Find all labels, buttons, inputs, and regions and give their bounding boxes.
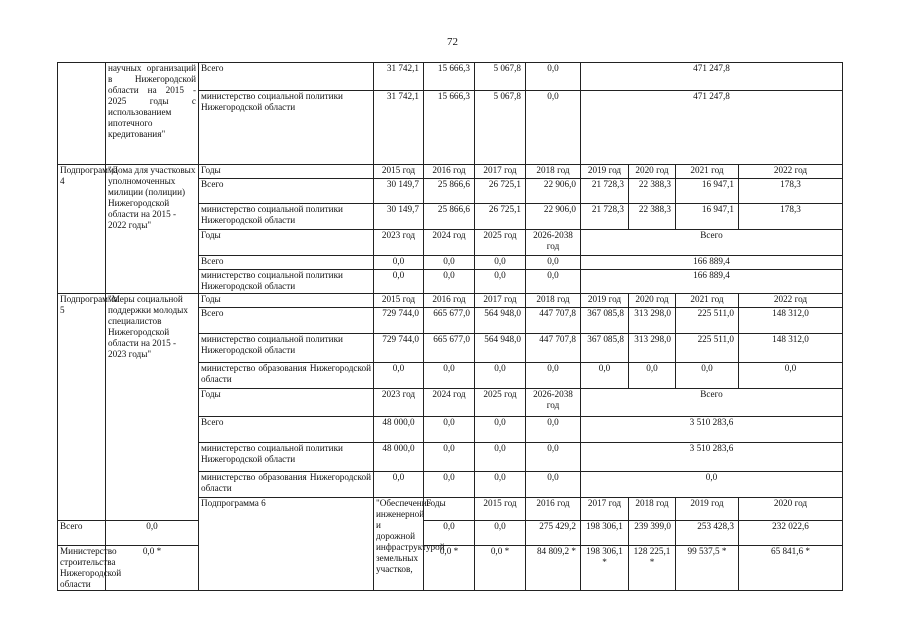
value-cell: 0,0	[424, 256, 475, 270]
total-cell: 3 510 283,6	[581, 417, 843, 443]
table-row	[58, 165, 843, 179]
year-cell: 2015 год	[374, 165, 424, 179]
year-cell: 2017 год	[581, 498, 629, 521]
value-cell: 48 000,0	[374, 443, 424, 472]
value-cell: 15 666,3	[424, 63, 475, 91]
value-cell: 564 948,0	[475, 308, 526, 334]
table-row	[58, 521, 843, 546]
value-cell: 232 022,6	[739, 521, 843, 546]
value-cell: 253 428,3	[676, 521, 739, 546]
value-cell: 30 149,7	[374, 179, 424, 204]
value-cell: 0,0	[475, 256, 526, 270]
row-label: Годы	[424, 498, 475, 521]
total-cell: 166 889,4	[581, 256, 843, 270]
value-cell: 178,3	[739, 204, 843, 230]
budget-table	[57, 62, 843, 591]
year-cell: 2016 год	[424, 165, 475, 179]
year-cell: 2024 год	[424, 389, 475, 417]
value-cell: 239 399,0	[629, 521, 676, 546]
value-cell: 225 511,0	[676, 334, 739, 363]
program-code: Подпрограмма 6	[199, 498, 374, 591]
row-label: министерство социальной политики Нижегородской области	[199, 334, 374, 363]
value-cell: 99 537,5 *	[676, 546, 739, 591]
total-cell: 166 889,4	[581, 270, 843, 294]
value-cell: 0,0 *	[424, 546, 475, 591]
value-cell: 367 085,8	[581, 308, 629, 334]
value-cell: 22 906,0	[526, 179, 581, 204]
year-cell: 2023 год	[374, 230, 424, 256]
value-cell: 0,0	[475, 363, 526, 389]
value-cell: 0,0	[676, 363, 739, 389]
year-cell: 2017 год	[475, 294, 526, 308]
value-cell: 275 429,2	[526, 521, 581, 546]
year-cell: 2021 год	[676, 165, 739, 179]
year-cell: 2018 год	[629, 498, 676, 521]
row-label: Министерство строительства Нижегородской области	[58, 546, 106, 591]
value-cell: 0,0	[526, 443, 581, 472]
year-cell: 2016 год	[424, 294, 475, 308]
value-cell: 0,0	[526, 417, 581, 443]
value-cell: 31 742,1	[374, 91, 424, 165]
year-cell: 2019 год	[581, 165, 629, 179]
value-cell: 0,0	[374, 363, 424, 389]
year-cell: 2020 год	[629, 294, 676, 308]
value-cell: 0,0	[526, 91, 581, 165]
value-cell: 0,0	[374, 270, 424, 294]
value-cell: 367 085,8	[581, 334, 629, 363]
year-cell: 2023 год	[374, 389, 424, 417]
value-cell: 25 866,6	[424, 179, 475, 204]
year-cell: 2019 год	[676, 498, 739, 521]
program-name: научных организаций в Нижегородской области на 2015 - 2025 годы с использованием ипотечного кредитования"	[106, 63, 199, 165]
value-cell: 0,0	[581, 363, 629, 389]
row-label: Годы	[199, 294, 374, 308]
row-label: министерство образования Нижегородской области	[199, 472, 374, 498]
value-cell: 21 728,3	[581, 204, 629, 230]
value-cell: 0,0	[475, 270, 526, 294]
table-row	[58, 294, 843, 308]
total-cell: 0,0	[581, 472, 843, 498]
value-cell: 564 948,0	[475, 334, 526, 363]
value-cell: 128 225,1 *	[629, 546, 676, 591]
value-cell: 665 677,0	[424, 308, 475, 334]
program-name: "Дома для участковых уполномоченных милиции (полиции) Нижегородской области на 2015 - 2022 годы"	[106, 165, 199, 294]
year-cell: 2020 год	[629, 165, 676, 179]
total-cell: 471 247,8	[581, 91, 843, 165]
row-label: Годы	[199, 230, 374, 256]
row-label: Всего	[199, 308, 374, 334]
year-cell: 2018 год	[526, 294, 581, 308]
value-cell: 0,0	[424, 270, 475, 294]
year-cell: 2015 год	[374, 294, 424, 308]
page-number: 72	[447, 36, 458, 48]
value-cell: 0,0	[526, 363, 581, 389]
value-cell: 0,0	[424, 521, 475, 546]
value-cell: 313 298,0	[629, 308, 676, 334]
value-cell: 178,3	[739, 179, 843, 204]
year-cell: 2020 год	[739, 498, 843, 521]
value-cell: 0,0	[526, 256, 581, 270]
value-cell: 22 388,3	[629, 179, 676, 204]
total-cell: 471 247,8	[581, 63, 843, 91]
value-cell: 15 666,3	[424, 91, 475, 165]
total-header: Всего	[581, 230, 843, 256]
value-cell: 0,0	[374, 256, 424, 270]
value-cell: 0,0	[739, 363, 843, 389]
value-cell: 148 312,0	[739, 308, 843, 334]
value-cell: 65 841,6 *	[739, 546, 843, 591]
program-name: "Меры социальной поддержки молодых специалистов Нижегородской области на 2015 - 2023 годы"	[106, 294, 199, 521]
value-cell: 729 744,0	[374, 334, 424, 363]
value-cell: 0,0	[475, 417, 526, 443]
value-cell: 0,0	[475, 521, 526, 546]
value-cell: 5 067,8	[475, 63, 526, 91]
program-name: "Обеспечение инженерной и дорожной инфраструктурой земельных участков,	[374, 498, 424, 591]
value-cell: 5 067,8	[475, 91, 526, 165]
value-cell: 48 000,0	[374, 417, 424, 443]
value-cell: 0,0 *	[475, 546, 526, 591]
row-label: Всего	[199, 417, 374, 443]
program-code: Подпрограмма 5	[58, 294, 106, 521]
value-cell: 0,0	[629, 363, 676, 389]
value-cell: 0,0	[424, 363, 475, 389]
year-cell: 2018 год	[526, 165, 581, 179]
year-cell: 2022 год	[739, 165, 843, 179]
year-cell: 2017 год	[475, 165, 526, 179]
value-cell: 0,0	[106, 521, 199, 546]
year-cell: 2015 год	[475, 498, 526, 521]
value-cell: 30 149,7	[374, 204, 424, 230]
total-cell: 3 510 283,6	[581, 443, 843, 472]
value-cell: 21 728,3	[581, 179, 629, 204]
value-cell: 0,0	[424, 472, 475, 498]
row-label: министерство социальной политики Нижегородской области	[199, 270, 374, 294]
value-cell: 0,0	[475, 472, 526, 498]
value-cell: 0,0	[475, 443, 526, 472]
program-code: Подпрограмма 4	[58, 165, 106, 294]
row-label: министерство социальной политики Нижегородской области	[199, 91, 374, 165]
value-cell: 0,0	[424, 443, 475, 472]
value-cell: 16 947,1	[676, 179, 739, 204]
value-cell: 0,0	[526, 472, 581, 498]
value-cell: 0,0	[526, 270, 581, 294]
year-cell: 2026-2038 год	[526, 389, 581, 417]
value-cell: 31 742,1	[374, 63, 424, 91]
value-cell: 0,0	[424, 417, 475, 443]
year-cell: 2025 год	[475, 230, 526, 256]
value-cell: 84 809,2 *	[526, 546, 581, 591]
year-cell: 2024 год	[424, 230, 475, 256]
value-cell: 22 906,0	[526, 204, 581, 230]
value-cell: 313 298,0	[629, 334, 676, 363]
year-cell: 2021 год	[676, 294, 739, 308]
value-cell: 0,0	[374, 472, 424, 498]
row-label: Всего	[58, 521, 106, 546]
value-cell: 225 511,0	[676, 308, 739, 334]
value-cell: 729 744,0	[374, 308, 424, 334]
year-cell: 2016 год	[526, 498, 581, 521]
table-row	[58, 546, 843, 591]
program-code-cell	[58, 63, 106, 165]
row-label: Всего	[199, 256, 374, 270]
value-cell: 447 707,8	[526, 334, 581, 363]
value-cell: 665 677,0	[424, 334, 475, 363]
row-label: министерство социальной политики Нижегородской области	[199, 204, 374, 230]
value-cell: 0,0	[526, 63, 581, 91]
row-label: министерство социальной политики Нижегородской области	[199, 443, 374, 472]
row-label: Всего	[199, 63, 374, 91]
value-cell: 198 306,1	[581, 521, 629, 546]
value-cell: 447 707,8	[526, 308, 581, 334]
value-cell: 16 947,1	[676, 204, 739, 230]
row-label: министерство образования Нижегородской области	[199, 363, 374, 389]
table-row	[58, 63, 843, 91]
value-cell: 26 725,1	[475, 179, 526, 204]
value-cell: 198 306,1 *	[581, 546, 629, 591]
row-label: Годы	[199, 389, 374, 417]
value-cell: 0,0 *	[106, 546, 199, 591]
value-cell: 148 312,0	[739, 334, 843, 363]
year-cell: 2019 год	[581, 294, 629, 308]
year-cell: 2022 год	[739, 294, 843, 308]
value-cell: 25 866,6	[424, 204, 475, 230]
row-label: Годы	[199, 165, 374, 179]
total-header: Всего	[581, 389, 843, 417]
year-cell: 2025 год	[475, 389, 526, 417]
row-label: Всего	[199, 179, 374, 204]
value-cell: 22 388,3	[629, 204, 676, 230]
value-cell: 26 725,1	[475, 204, 526, 230]
year-cell: 2026-2038 год	[526, 230, 581, 256]
